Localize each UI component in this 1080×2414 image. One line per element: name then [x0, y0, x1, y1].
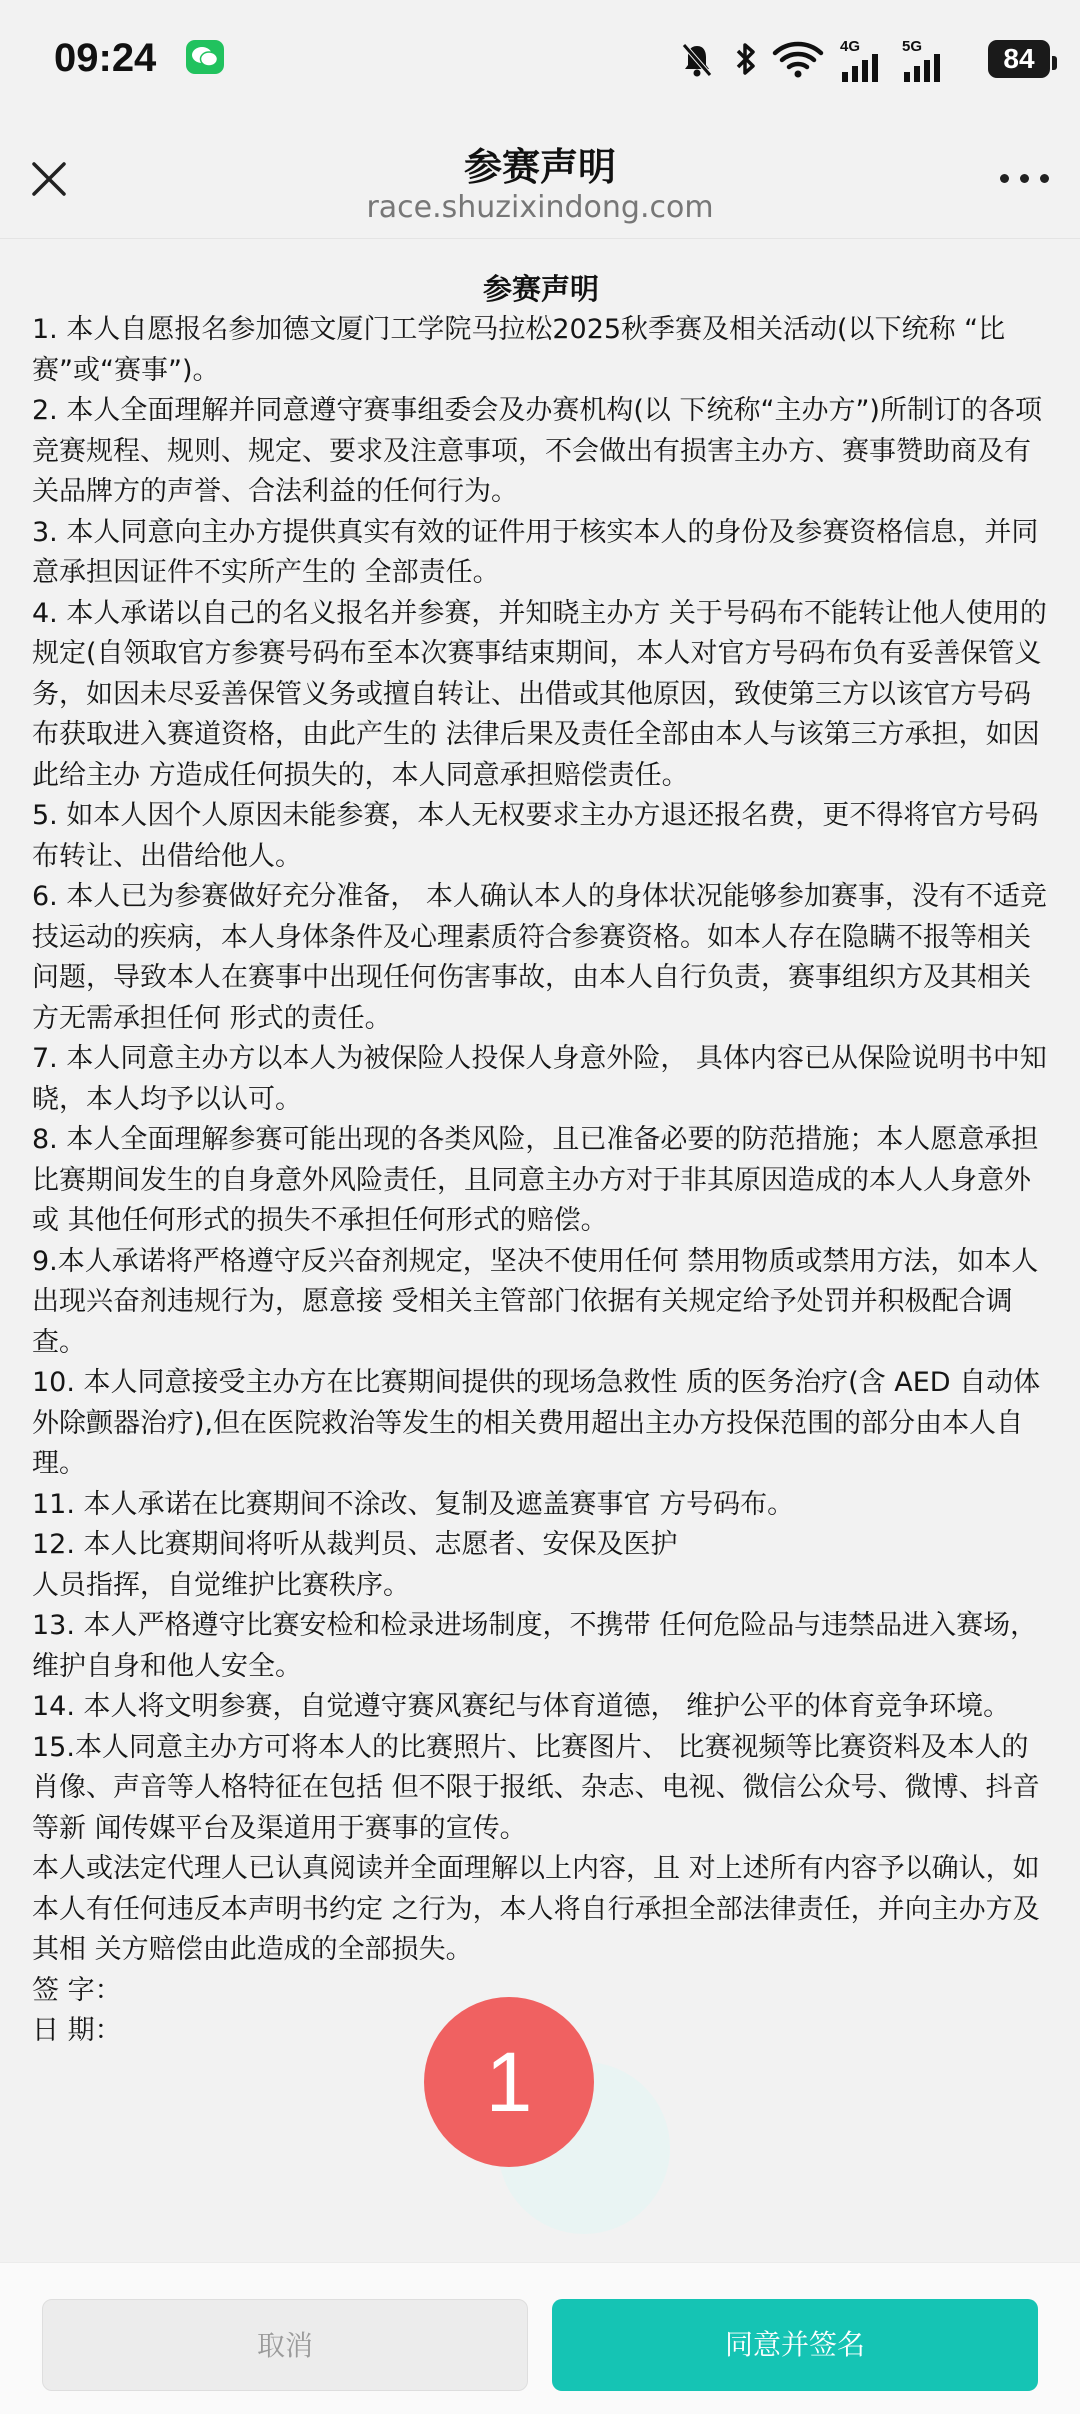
signature-label: 签 字： — [32, 1974, 122, 2006]
network-4g-label: 4G — [840, 38, 861, 55]
action-bar — [0, 2262, 1080, 2414]
declaration-document — [32, 268, 1050, 2052]
declaration-clause: 10. 本人同意接受主办方在比赛期间提供的现场急救性 质的医务治疗(含 AED 自动体外除颤器治疗),但在医院救治等发生的相关费用超出主办方投保范围的部分由本人自理。 — [32, 1367, 1041, 1479]
status-time: 09:24 — [54, 36, 157, 80]
wifi-icon — [772, 40, 824, 78]
mute-bell-icon — [680, 42, 714, 78]
declaration-clause: 本人或法定代理人已认真阅读并全面理解以上内容，且 对上述所有内容予以确认，如本人有任何违反本声明书约定 之行为，本人将自行承担全部法律责任，并向主办方及其相 关方赔偿由此造成的全部损失。 — [32, 1853, 1040, 1965]
network-5g-label: 5G — [902, 38, 923, 55]
declaration-clause: 14. 本人将文明参赛，自觉遵守赛风赛纪与体育道德， 维护公平的体育竞争环境。 — [32, 1691, 1011, 1722]
signal-icon — [840, 52, 884, 82]
bluetooth-icon — [734, 40, 758, 78]
more-menu-icon[interactable] — [1000, 166, 1052, 190]
declaration-clause: 6. 本人已为参赛做好充分准备， 本人确认本人的身体状况能够参加赛事，没有不适竞技运动的疾病，本人身体条件及心理素质符合参赛资格。如本人存在隐瞒不报等相关问题，导致本人在赛事中出现任何伤害事故，由本人自行负责，赛事组织方及其相关方无需承担任何 形式的责任。 — [32, 881, 1047, 1034]
status-bar — [0, 0, 1080, 126]
declaration-clause: 12. 本人比赛期间将听从裁判员、志愿者、安保及医护 人员指挥，自觉维护比赛秩序。 — [32, 1529, 678, 1601]
page-indicator-badge[interactable]: 1 — [424, 1997, 594, 2167]
wechat-icon — [186, 40, 224, 74]
header-divider — [0, 238, 1080, 239]
declaration-clause: 8. 本人全面理解参赛可能出现的各类风险，且已准备必要的防范措施；本人愿意承担比赛期间发生的自身意外风险责任，且同意主办方对于非其原因造成的本人人身意外或 其他任何形式的损失不承担任何形式的赔偿。 — [32, 1124, 1039, 1236]
agree-and-sign-button[interactable]: 同意并签名 — [552, 2299, 1038, 2391]
cancel-button[interactable]: 取消 — [42, 2299, 528, 2391]
battery-icon — [988, 40, 1050, 78]
declaration-clause: 1. 本人自愿报名参加德文厦门工学院马拉松2025秋季赛及相关活动(以下统称 “比赛”或“赛事”)。 — [32, 314, 1006, 386]
declaration-clause: 2. 本人全面理解并同意遵守赛事组委会及办赛机构(以 下统称“主办方”)所制订的各项竞赛规程、规则、规定、要求及注意事项，不会做出有损害主办方、赛事赞助商及有关品牌方的声誉、合法利益的任何行为。 — [32, 395, 1042, 507]
date-label: 日 期： — [32, 2015, 122, 2046]
page-header — [0, 126, 1080, 238]
battery-tip — [1052, 56, 1057, 70]
declaration-clause: 15.本人同意主办方可将本人的比赛照片、比赛图片、 比赛视频等比赛资料及本人的肖像、声音等人格特征在包括 但不限于报纸、杂志、电视、微信公众号、微博、抖音等新 闻传媒平台及渠道用于赛事的宣传。 — [32, 1731, 1040, 1844]
declaration-clause: 11. 本人承诺在比赛期间不涂改、复制及遮盖赛事官 方号码布。 — [32, 1488, 795, 1520]
declaration-clause: 7. 本人同意主办方以本人为被保险人投保人身意外险， 具体内容已从保险说明书中知晓，本人均予以认可。 — [32, 1043, 1047, 1115]
status-icons — [680, 36, 1050, 82]
declaration-clause: 9.本人承诺将严格遵守反兴奋剂规定，坚决不使用任何 禁用物质或禁用方法，如本人出现兴奋剂违规行为，愿意接 受相关主管部门依据有关规定给予处罚并积极配合调查。 — [32, 1245, 1039, 1358]
document-title: 参赛声明 — [482, 272, 599, 306]
page-title: 参赛声明 — [463, 145, 616, 189]
battery-level: 84 — [1003, 43, 1035, 74]
declaration-clause: 3. 本人同意向主办方提供真实有效的证件用于核实本人的身份及参赛资格信息，并同意承担因证件不实所产生的 全部责任。 — [32, 516, 1039, 588]
declaration-clause: 4. 本人承诺以自己的名义报名并参赛，并知晓主办方 关于号码布不能转让他人使用的规定(自领取官方参赛号码布至本次赛事结束期间，本人对官方号码布负有妥善保管义务，如因未尽妥善保管义务或擅自转让、出借或其他原因，致使第三方以该官方号码布获取进入赛道资格，由此产生的 法律后果及责任全部由本人与该第三方承担，如因此给主办 方造成任何损失的，本人同意承担赔偿责任。 — [32, 597, 1047, 791]
signal-icon-2 — [902, 52, 946, 82]
document-body — [32, 310, 1050, 1971]
declaration-clause: 5. 如本人因个人原因未能参赛，本人无权要求主办方退还报名费，更不得将官方号码布转让、出借给他人。 — [32, 800, 1039, 872]
page-url: race.shuzixindong.com — [366, 190, 714, 225]
declaration-clause: 13. 本人严格遵守比赛安检和检录进场制度，不携带 任何危险品与违禁品进入赛场，维护自身和他人安全。 — [32, 1610, 1038, 1682]
